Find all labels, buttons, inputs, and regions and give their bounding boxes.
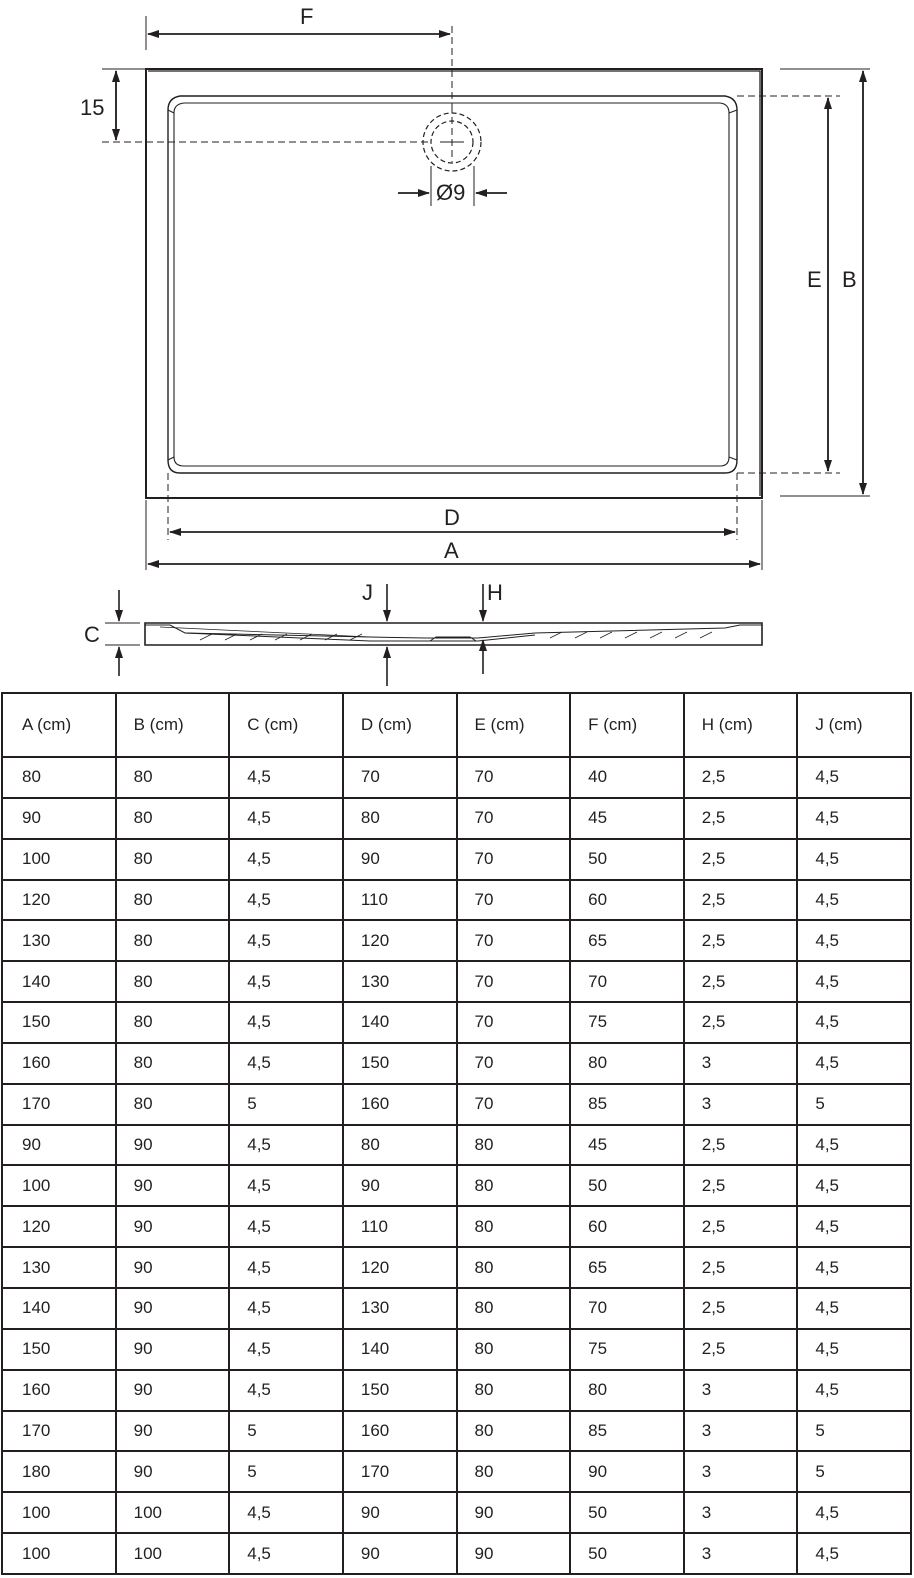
table-cell: 70 [343, 757, 457, 798]
table-row [2, 1451, 911, 1492]
table-cell: 4,5 [229, 839, 343, 880]
drain-diameter-label: Ø9 [436, 180, 466, 205]
table-cell: 3 [684, 1533, 798, 1574]
tray-rim-shadow [148, 71, 760, 496]
header-cell: E (cm) [457, 693, 571, 757]
dimension-c [105, 590, 140, 676]
table-cell: 120 [343, 1247, 457, 1288]
table-cell: 4,5 [797, 839, 911, 880]
table-row [2, 1084, 911, 1125]
table-cell: 150 [343, 1043, 457, 1084]
table-cell: 70 [457, 1002, 571, 1043]
table-cell: 5 [797, 1411, 911, 1452]
table-cell: 2,5 [684, 798, 798, 839]
table-row [2, 1002, 911, 1043]
table-cell: 70 [457, 920, 571, 961]
table-row [2, 1206, 911, 1247]
table-row [2, 1247, 911, 1288]
table-cell: 130 [343, 1288, 457, 1329]
table-cell: 75 [570, 1329, 684, 1370]
table-cell: 2,5 [684, 961, 798, 1002]
table-row [2, 1288, 911, 1329]
table-cell: 160 [2, 1043, 116, 1084]
header-cell: B (cm) [116, 693, 230, 757]
table-cell: 4,5 [797, 1002, 911, 1043]
table-cell: 75 [570, 1002, 684, 1043]
table-row [2, 839, 911, 880]
table-row [2, 880, 911, 921]
top-view [146, 69, 762, 498]
table-row [2, 757, 911, 798]
table-cell: 80 [116, 1043, 230, 1084]
table-cell: 4,5 [229, 1288, 343, 1329]
dimension-a-label: A [444, 538, 459, 563]
table-cell: 80 [343, 1125, 457, 1166]
table-cell: 70 [457, 757, 571, 798]
table-cell: 4,5 [229, 880, 343, 921]
table-cell: 80 [116, 1002, 230, 1043]
table-cell: 90 [116, 1451, 230, 1492]
table-cell: 80 [457, 1411, 571, 1452]
table-cell: 4,5 [797, 1125, 911, 1166]
header-cell: F (cm) [570, 693, 684, 757]
dimension-f-label: F [300, 4, 314, 29]
table-cell: 100 [2, 1533, 116, 1574]
table-cell: 5 [229, 1451, 343, 1492]
table-cell: 2,5 [684, 1329, 798, 1370]
table-cell: 90 [116, 1247, 230, 1288]
table-cell: 80 [457, 1451, 571, 1492]
table-cell: 4,5 [797, 757, 911, 798]
table-cell: 4,5 [229, 1533, 343, 1574]
table-cell: 90 [116, 1125, 230, 1166]
table-cell: 2,5 [684, 880, 798, 921]
header-cell: H (cm) [684, 693, 798, 757]
table-cell: 4,5 [797, 1043, 911, 1084]
table-cell: 4,5 [797, 1329, 911, 1370]
table-cell: 80 [116, 798, 230, 839]
table-cell: 2,5 [684, 1247, 798, 1288]
table-cell: 100 [2, 1165, 116, 1206]
table-cell: 110 [343, 1206, 457, 1247]
table-cell: 170 [343, 1451, 457, 1492]
table-cell: 90 [343, 1165, 457, 1206]
table-cell: 4,5 [797, 920, 911, 961]
table-cell: 80 [116, 757, 230, 798]
table-cell: 170 [2, 1084, 116, 1125]
dimension-j-label: J [362, 580, 373, 605]
table-cell: 80 [570, 1370, 684, 1411]
table-cell: 70 [457, 880, 571, 921]
table-cell: 180 [2, 1451, 116, 1492]
table-cell: 85 [570, 1411, 684, 1452]
table-row [2, 1533, 911, 1574]
table-cell: 85 [570, 1084, 684, 1125]
table-row [2, 961, 911, 1002]
table-cell: 2,5 [684, 1002, 798, 1043]
drain-outlet [102, 26, 481, 206]
table-cell: 3 [684, 1411, 798, 1452]
table-body [2, 757, 911, 1574]
table-cell: 80 [116, 920, 230, 961]
table-cell: 4,5 [229, 1329, 343, 1370]
table-cell: 4,5 [797, 1492, 911, 1533]
table-cell: 4,5 [797, 1288, 911, 1329]
table-cell: 4,5 [229, 1247, 343, 1288]
table-cell: 50 [570, 1165, 684, 1206]
table-cell: 140 [343, 1002, 457, 1043]
table-cell: 150 [343, 1370, 457, 1411]
table-cell: 50 [570, 1533, 684, 1574]
table-row [2, 1165, 911, 1206]
table-cell: 70 [570, 1288, 684, 1329]
table-cell: 5 [229, 1084, 343, 1125]
table-cell: 4,5 [229, 1370, 343, 1411]
table-cell: 3 [684, 1492, 798, 1533]
table-cell: 40 [570, 757, 684, 798]
table-cell: 80 [570, 1043, 684, 1084]
table-cell: 2,5 [684, 1206, 798, 1247]
table-cell: 4,5 [229, 1125, 343, 1166]
table-cell: 4,5 [797, 1165, 911, 1206]
dimension-offset [102, 69, 146, 140]
table-cell: 4,5 [797, 880, 911, 921]
dimensions-table [1, 692, 912, 1575]
table-cell: 80 [116, 961, 230, 1002]
table-cell: 120 [343, 920, 457, 961]
header-cell: J (cm) [797, 693, 911, 757]
table-cell: 3 [684, 1451, 798, 1492]
table-cell: 90 [2, 798, 116, 839]
table-cell: 5 [797, 1084, 911, 1125]
table-cell: 60 [570, 1206, 684, 1247]
table-cell: 90 [457, 1533, 571, 1574]
dimension-h-label: H [487, 580, 503, 605]
table-cell: 80 [116, 1084, 230, 1125]
table-cell: 90 [570, 1451, 684, 1492]
table-row [2, 1492, 911, 1533]
table-cell: 2,5 [684, 1165, 798, 1206]
table-cell: 90 [116, 1288, 230, 1329]
table-cell: 50 [570, 839, 684, 880]
table-cell: 90 [2, 1125, 116, 1166]
table-cell: 90 [116, 1411, 230, 1452]
table-cell: 70 [457, 798, 571, 839]
table-cell: 90 [343, 1492, 457, 1533]
table-cell: 90 [343, 1533, 457, 1574]
table-cell: 45 [570, 798, 684, 839]
table-cell: 4,5 [797, 961, 911, 1002]
table-row [2, 798, 911, 839]
table-cell: 4,5 [229, 1165, 343, 1206]
table-cell: 140 [2, 961, 116, 1002]
table-cell: 90 [457, 1492, 571, 1533]
table-row [2, 1329, 911, 1370]
dimension-b-label: B [842, 267, 857, 292]
table-cell: 80 [116, 839, 230, 880]
table-cell: 4,5 [229, 1043, 343, 1084]
table-cell: 130 [343, 961, 457, 1002]
table-cell: 50 [570, 1492, 684, 1533]
header-cell: D (cm) [343, 693, 457, 757]
table-cell: 160 [343, 1084, 457, 1125]
table-cell: 130 [2, 920, 116, 961]
table-cell: 70 [570, 961, 684, 1002]
table-cell: 4,5 [797, 1206, 911, 1247]
tray-outer-edge [146, 69, 762, 498]
table-cell: 120 [2, 880, 116, 921]
table-cell: 140 [343, 1329, 457, 1370]
table-cell: 2,5 [684, 1125, 798, 1166]
table-cell: 4,5 [797, 1247, 911, 1288]
table-cell: 4,5 [229, 757, 343, 798]
dimension-e-label: E [807, 267, 822, 292]
table-cell: 80 [457, 1125, 571, 1166]
table-cell: 4,5 [797, 1370, 911, 1411]
table-cell: 4,5 [229, 1002, 343, 1043]
table-cell: 60 [570, 880, 684, 921]
table-cell: 45 [570, 1125, 684, 1166]
table-cell: 70 [457, 961, 571, 1002]
dimension-offset-label: 15 [80, 95, 105, 120]
table-cell: 4,5 [229, 798, 343, 839]
table-cell: 4,5 [229, 1206, 343, 1247]
table-cell: 80 [2, 757, 116, 798]
table-cell: 5 [229, 1411, 343, 1452]
table-cell: 80 [343, 798, 457, 839]
table-cell: 80 [457, 1247, 571, 1288]
table-cell: 5 [797, 1451, 911, 1492]
table-cell: 3 [684, 1084, 798, 1125]
table-cell: 80 [457, 1165, 571, 1206]
table-cell: 65 [570, 920, 684, 961]
table-cell: 90 [116, 1329, 230, 1370]
table-cell: 100 [116, 1492, 230, 1533]
table-cell: 160 [2, 1370, 116, 1411]
table-cell: 70 [457, 839, 571, 880]
table-cell: 120 [2, 1206, 116, 1247]
table-cell: 80 [457, 1206, 571, 1247]
dimension-d-label: D [444, 505, 460, 530]
side-view [145, 623, 762, 645]
table-cell: 80 [457, 1288, 571, 1329]
header-cell: A (cm) [2, 693, 116, 757]
table-cell: 100 [2, 1492, 116, 1533]
table-cell: 4,5 [229, 961, 343, 1002]
dimension-c-label: C [84, 622, 100, 647]
table-cell: 2,5 [684, 839, 798, 880]
table-cell: 90 [116, 1206, 230, 1247]
table-cell: 65 [570, 1247, 684, 1288]
table-cell: 80 [457, 1370, 571, 1411]
table-cell: 170 [2, 1411, 116, 1452]
table-cell: 140 [2, 1288, 116, 1329]
table-cell: 90 [116, 1370, 230, 1411]
table-cell: 90 [343, 839, 457, 880]
table-row [2, 1125, 911, 1166]
table-cell: 160 [343, 1411, 457, 1452]
table-cell: 70 [457, 1043, 571, 1084]
table-row [2, 920, 911, 961]
table-cell: 100 [2, 839, 116, 880]
table-cell: 130 [2, 1247, 116, 1288]
table-row [2, 1043, 911, 1084]
table-cell: 3 [684, 1043, 798, 1084]
table-cell: 4,5 [797, 798, 911, 839]
table-cell: 80 [116, 880, 230, 921]
table-cell: 2,5 [684, 757, 798, 798]
table-cell: 4,5 [229, 920, 343, 961]
table-cell: 80 [457, 1329, 571, 1370]
table-cell: 4,5 [797, 1533, 911, 1574]
table-cell: 2,5 [684, 1288, 798, 1329]
table-row [2, 1411, 911, 1452]
tray-inner-slope [174, 103, 729, 466]
table-cell: 4,5 [229, 1492, 343, 1533]
table-cell: 150 [2, 1002, 116, 1043]
table-cell: 100 [116, 1533, 230, 1574]
dimension-f [146, 16, 450, 50]
table-cell: 110 [343, 880, 457, 921]
table-cell: 70 [457, 1084, 571, 1125]
table-cell: 2,5 [684, 920, 798, 961]
table-header-row [2, 693, 911, 757]
header-cell: C (cm) [229, 693, 343, 757]
table-cell: 150 [2, 1329, 116, 1370]
table-row [2, 1370, 911, 1411]
table-cell: 3 [684, 1370, 798, 1411]
technical-drawing [0, 0, 914, 692]
table-cell: 90 [116, 1165, 230, 1206]
